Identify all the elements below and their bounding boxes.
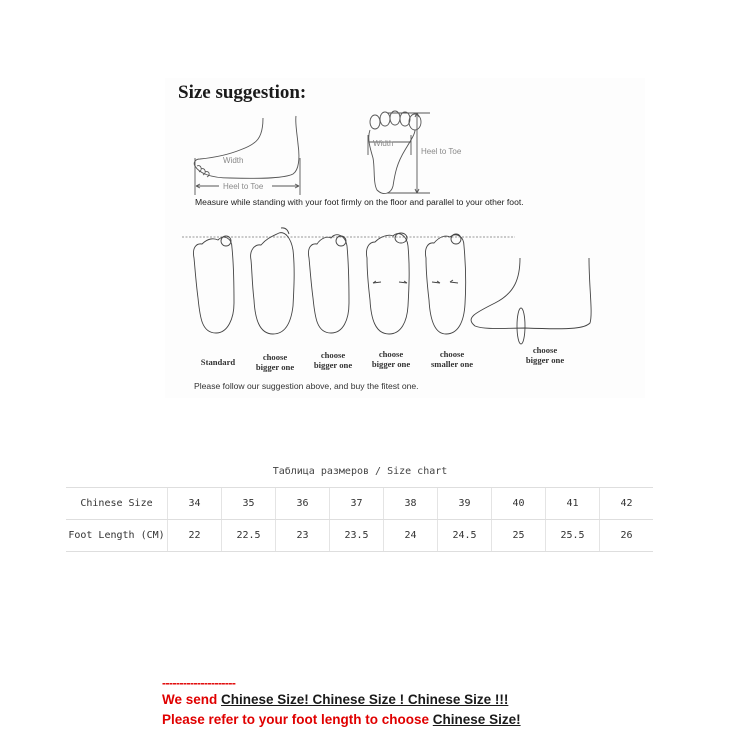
notice-line-1: We send Chinese Size! Chinese Size ! Chinese Size !!!	[162, 692, 509, 707]
table-cell: 41	[546, 488, 600, 520]
table-cell: 38	[384, 488, 438, 520]
table-cell: 24.5	[438, 520, 492, 552]
table-cell: 25	[492, 520, 546, 552]
standard-foot-icon	[193, 236, 234, 333]
table-row-foot-length	[66, 520, 653, 552]
dash-divider: ---------------------	[162, 676, 236, 690]
long-toe-foot-icon	[308, 235, 349, 333]
wide-foot-icon	[366, 233, 409, 334]
narrow-foot-icon	[425, 234, 465, 334]
row-label: Chinese Size	[66, 488, 168, 520]
table-cell: 42	[600, 488, 654, 520]
table-cell: 23.5	[330, 520, 384, 552]
caption-high-instep: choose bigger one	[525, 345, 565, 365]
suggestion-title: Size suggestion:	[178, 82, 307, 103]
table-row-chinese-size	[66, 488, 653, 520]
size-chart-caption: Таблица размеров / Size chart	[272, 466, 448, 477]
table-cell: 37	[330, 488, 384, 520]
size-suggestion-panel	[165, 78, 645, 398]
table-cell: 39	[438, 488, 492, 520]
table-cell: 35	[222, 488, 276, 520]
table-cell: 22	[168, 520, 222, 552]
chinese-size-emphasis: Chinese Size! Chinese Size ! Chinese Size !!!	[221, 692, 509, 707]
table-cell: 26	[600, 520, 654, 552]
caption-wide: choose bigger one	[371, 349, 411, 369]
high-instep-foot-icon	[471, 258, 591, 344]
table-cell: 24	[384, 520, 438, 552]
table-cell: 34	[168, 488, 222, 520]
chinese-size-emphasis-2: Chinese Size!	[432, 712, 521, 727]
heel-to-toe-label-top: Heel to Toe	[421, 147, 462, 156]
width-label: Width	[223, 156, 244, 165]
table-cell: 22.5	[222, 520, 276, 552]
bunion-foot-icon	[251, 228, 295, 334]
table-cell: 36	[276, 488, 330, 520]
caption-standard: Standard	[200, 357, 236, 367]
caption-long-toe: choose bigger one	[313, 350, 353, 370]
table-cell: 23	[276, 520, 330, 552]
table-cell: 25.5	[546, 520, 600, 552]
caption-narrow: choose smaller one	[430, 349, 474, 369]
foot-soles	[193, 228, 591, 344]
follow-suggestion-note: Please follow our suggestion above, and buy the fitest one.	[194, 381, 419, 391]
notice-line-2: Please refer to your foot length to choose Chinese Size!	[162, 712, 521, 727]
size-chart-table	[66, 487, 653, 552]
table-cell: 40	[492, 488, 546, 520]
caption-bunion: choose bigger one	[255, 352, 295, 372]
width-label-top: Width	[373, 139, 394, 148]
measure-instruction: Measure while standing with your foot firmly on the floor and parallel to your other foot.	[195, 197, 524, 207]
chinese-size-notice	[162, 676, 521, 730]
heel-to-toe-label: Heel to Toe	[223, 182, 264, 191]
row-label: Foot Length (CM)	[66, 520, 168, 552]
